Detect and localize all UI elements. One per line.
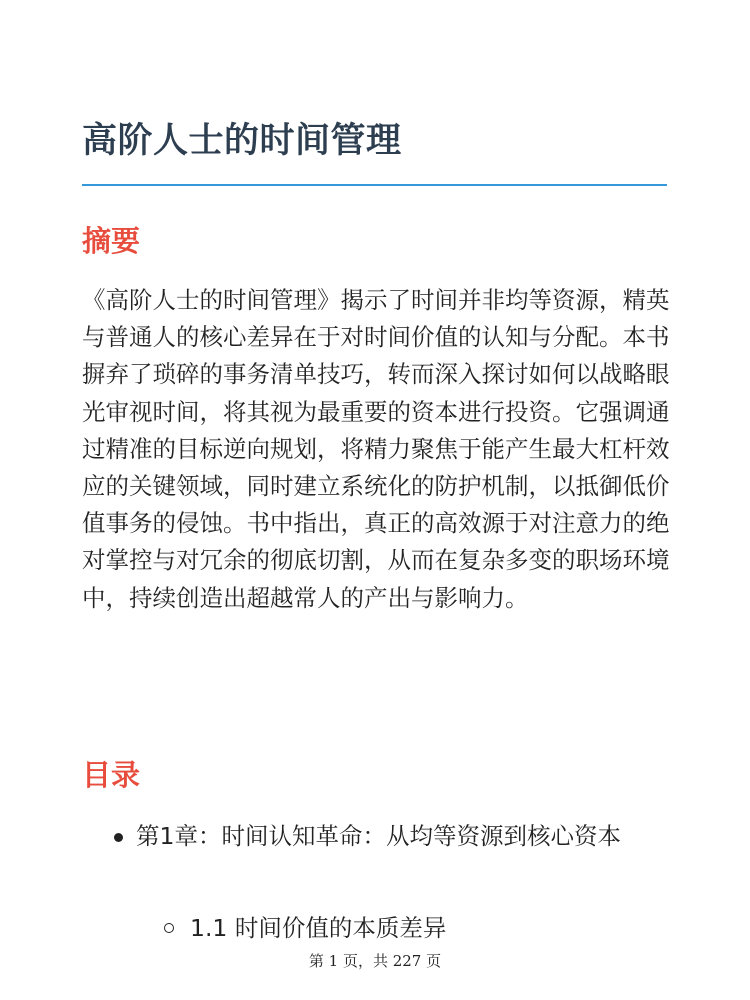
abstract-heading: 摘要	[82, 224, 141, 258]
toc-subitem-1-1[interactable]	[82, 910, 672, 947]
bullet-disc-icon	[114, 833, 123, 842]
document-title: 高阶人士的时间管理	[82, 121, 402, 161]
page-number-footer: 第 1 页，共 227 页	[308, 952, 442, 970]
toc-sub-list	[82, 910, 672, 947]
toc-subitem-label: 1.1 时间价值的本质差异	[190, 914, 447, 942]
toc-item-label: 第1章：时间认知革命：从均等资源到核心资本	[136, 822, 621, 850]
title-divider	[82, 184, 667, 186]
abstract-paragraph: 《高阶人士的时间管理》揭示了时间并非均等资源，精英与普通人的核心差异在于对时间价值的认知与分配。本书摒弃了琐碎的事务清单技巧，转而深入探讨如何以战略眼光审视时间，将其视为最重要的资本进行投资。它强调通过精准的目标逆向规划，将精力聚焦于能产生最大杠杆效应的关键领域，同时建立系统化的防护机制，以抵御低价值事务的侵蚀。书中指出，真正的高效源于对注意力的绝对掌控与对冗余的彻底切割，从而在复杂多变的职场环境中，持续创造出超越常人的产出与影响力。	[82, 286, 670, 612]
toc-list	[82, 818, 672, 942]
toc-heading: 目录	[82, 758, 141, 792]
toc-item-chapter-1[interactable]	[82, 818, 672, 942]
bullet-circle-icon	[164, 923, 174, 933]
